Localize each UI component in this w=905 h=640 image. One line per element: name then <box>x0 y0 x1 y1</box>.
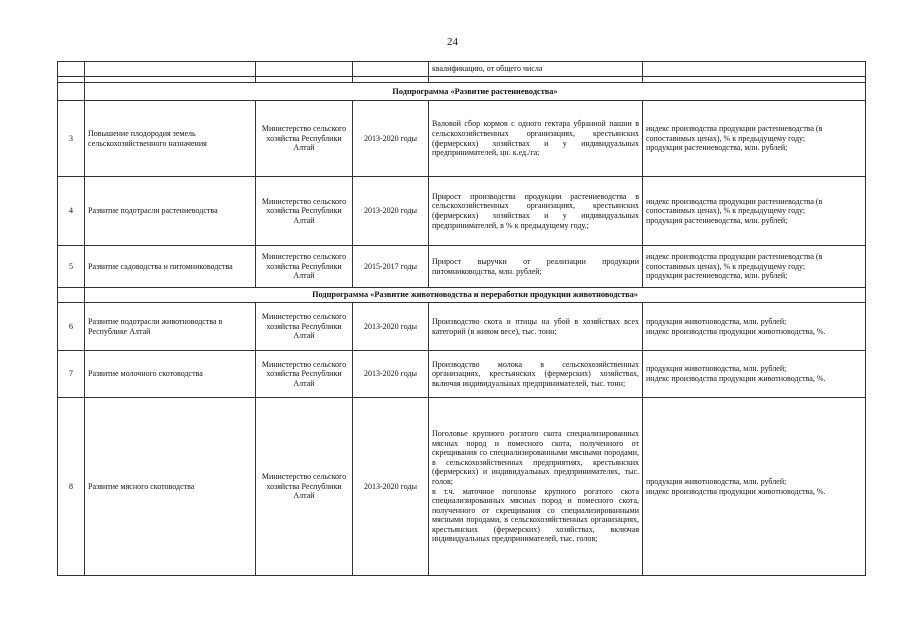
cell-responsible <box>256 62 353 77</box>
result-line: индекс производства продукции животноводства, %. <box>646 326 826 336</box>
page-number: 24 <box>447 36 458 48</box>
table-row <box>58 303 866 351</box>
responsible-executor: Министерство сельского хозяйства Республики Алтай <box>256 398 353 576</box>
cell-name <box>85 62 256 77</box>
row-number: 6 <box>58 303 85 351</box>
row-number: 8 <box>58 398 85 576</box>
row-number: 5 <box>58 246 85 288</box>
implementation-term: 2013-2020 годы <box>353 177 429 246</box>
implementation-term: 2013-2020 годы <box>353 303 429 351</box>
indicator-text: Прирост производства продукции растениеводства в сельскохозяйственных организациях, крестьянских (фермерских) хозяйствах и у индивидуальных предпринимателей, в % к предыдущему году.; <box>429 177 643 246</box>
indicator-text: Производство скота и птицы на убой в хозяйствах всех категорий (в живом весе), тыс. тонн; <box>429 303 643 351</box>
subprogram-heading <box>58 288 866 303</box>
table-row <box>58 351 866 398</box>
cell-results <box>643 62 866 77</box>
results-cell <box>643 101 866 177</box>
indicator-part: в т.ч. маточное поголовье крупного рогатого скота специализированных мясных пород и помесного скота, полученного от скрещивания со специализированными мясными породами, в сельскохозяйственных организациях, крестьянских (фермерских) хозяйствах, включая индивидуальных предпринимателей, тыс. голов; <box>432 486 639 544</box>
cell-indicator: квалификацию, от общего числа <box>429 62 643 77</box>
measure-name: Развитие подотрасли животноводства в Республике Алтай <box>85 303 256 351</box>
measure-name: Развитие подотрасли растениеводства <box>85 177 256 246</box>
subprogram-title: Подпрограмма «Развитие растениеводства» <box>85 83 866 101</box>
responsible-executor: Министерство сельского хозяйства Республики Алтай <box>256 177 353 246</box>
implementation-term: 2013-2020 годы <box>353 398 429 576</box>
measure-name: Развитие садоводства и питомниководства <box>85 246 256 288</box>
indicator-text <box>429 398 643 576</box>
cell-term <box>353 62 429 77</box>
row-number: 4 <box>58 177 85 246</box>
table-row <box>58 246 866 288</box>
subprogram-heading <box>58 83 866 101</box>
measure-name: Повышение плодородия земель сельскохозяйственного назначения <box>85 101 256 177</box>
result-line: индекс производства продукции животноводства, %. <box>646 486 826 496</box>
measure-name: Развитие мясного скотоводства <box>85 398 256 576</box>
table-row <box>58 177 866 246</box>
result-line: индекс производства продукции животноводства, %. <box>646 374 826 383</box>
row-number: 3 <box>58 101 85 177</box>
result-line: продукция растениеводства, млн. рублей; <box>646 215 788 225</box>
program-table <box>57 61 866 576</box>
indicator-text: Производство молока в сельскохозяйственных организациях, крестьянских (фермерских) хозяйствах, включая индивидуальных предпринимателей, тыс. тонн; <box>429 351 643 398</box>
result-line: продукция животноводства, млн. рублей; <box>646 316 787 326</box>
results-cell <box>643 177 866 246</box>
result-line: продукция растениеводства, млн. рублей; <box>646 143 788 153</box>
table-row <box>58 398 866 576</box>
results-cell <box>643 398 866 576</box>
row-number: 7 <box>58 351 85 398</box>
indicator-part: Поголовье крупного рогатого скота специализированных мясных пород и помесного скота, полученного от скрещивания со специализированными мясными породами, в сельскохозяйственных предприятиях, крестьянских (фермерских) и индивидуальных предпринимателях, тыс. голов; <box>432 428 639 486</box>
result-line: индекс производства продукции растениеводства (в сопоставимых ценах), % к предыдущему году; <box>646 196 823 216</box>
results-cell <box>643 351 866 398</box>
cell-num <box>58 62 85 77</box>
result-line: индекс производства продукции растениеводства (в сопоставимых ценах), % к предыдущему году; <box>646 252 823 271</box>
indicator-text: Валовой сбор кормов с одного гектара убранной пашни в сельскохозяйственных организациях, крестьянских (фермерских) хозяйствах и у индивидуальных предпринимателей, цн. к.ед./га; <box>429 101 643 177</box>
table-row <box>58 101 866 177</box>
results-cell <box>643 246 866 288</box>
responsible-executor: Министерство сельского хозяйства Республики Алтай <box>256 101 353 177</box>
implementation-term: 2015-2017 годы <box>353 246 429 288</box>
indicator-text: Прирост выручки от реализации продукции питомниководства, млн. рублей; <box>429 246 643 288</box>
subprogram-title: Подпрограмма «Развитие животноводства и переработки продукции животноводства» <box>85 288 866 303</box>
results-cell <box>643 303 866 351</box>
result-line: продукция животноводства, млн. рублей; <box>646 364 787 374</box>
result-line: продукция растениеводства, млн. рублей; <box>646 271 788 281</box>
responsible-executor: Министерство сельского хозяйства Республики Алтай <box>256 246 353 288</box>
table-row <box>58 62 866 77</box>
responsible-executor: Министерство сельского хозяйства Республики Алтай <box>256 351 353 398</box>
implementation-term: 2013-2020 годы <box>353 101 429 177</box>
responsible-executor: Министерство сельского хозяйства Республики Алтай <box>256 303 353 351</box>
result-line: продукция животноводства, млн. рублей; <box>646 476 787 486</box>
measure-name: Развитие молочного скотоводства <box>85 351 256 398</box>
implementation-term: 2013-2020 годы <box>353 351 429 398</box>
result-line: индекс производства продукции растениеводства (в сопоставимых ценах), % к предыдущему году; <box>646 124 823 143</box>
